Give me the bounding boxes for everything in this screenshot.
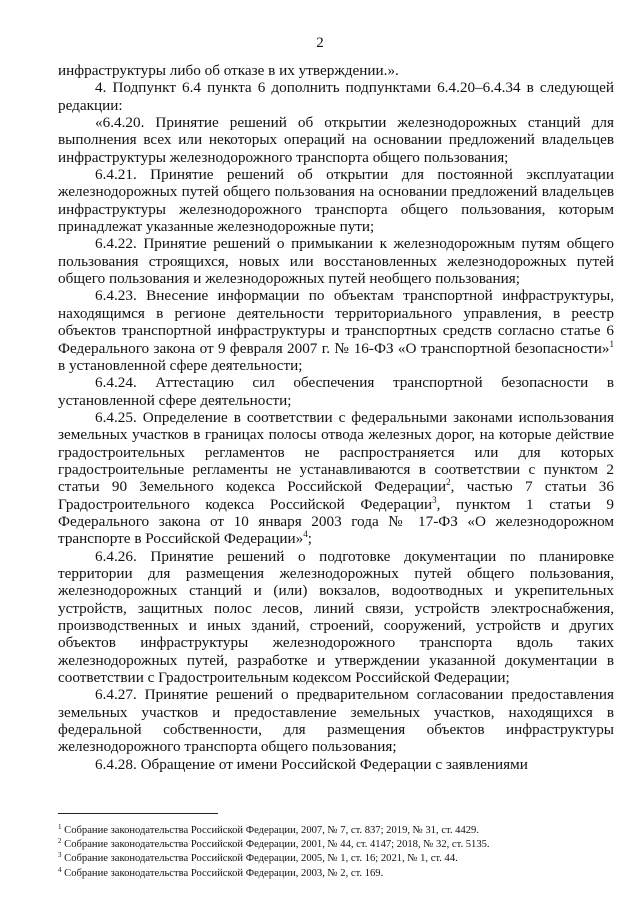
paragraph-text: , частью 7 статьи 36 Градостроительного кодекса Российской Федерации bbox=[58, 478, 614, 513]
footnote-ref: 3 bbox=[432, 494, 437, 505]
footnote-4 bbox=[58, 867, 614, 881]
paragraph-6-4-24: 6.4.24. Аттестацию сил обеспечения транспортной безопасности в установленной сфере деятельности; bbox=[58, 374, 614, 409]
footnote-text: Собрание законодательства Российской Федерации, 2007, № 7, ст. 837; 2019, № 31, ст. 4429. bbox=[61, 825, 479, 836]
paragraph-text: ; bbox=[307, 530, 312, 548]
footnote-number: 4 bbox=[58, 865, 62, 874]
footnote-ref: 4 bbox=[303, 529, 308, 540]
footnote-2 bbox=[58, 838, 614, 852]
paragraph-6-4-25 bbox=[58, 409, 614, 548]
footnote-text: Собрание законодательства Российской Федерации, 2003, № 2, ст. 169. bbox=[61, 867, 384, 879]
paragraph-continuation: инфраструктуры либо об отказе в их утверждении.». bbox=[58, 62, 399, 79]
paragraph-6-4-28: 6.4.28. Обращение от имени Российской Федерации с заявлениями bbox=[95, 755, 528, 773]
paragraph-6-4-26: 6.4.26. Принятие решений о подготовке документации по планировке территории для размещения железнодорожных путей общего пользования, железнодорожных станций и (или) вокзалов, водоотводных и укрепительных устройств, защитных полос лесов, линий связи, устройств электроснабжения, производственных и иных зданий, строений, сооружений, устройств и других объектов инфраструктуры железнодорожного транспорта вдоль таких железнодорожных путей, разработке и утверждении указанной документации в соответствии с Градостроительным кодексом Российской Федерации; bbox=[58, 547, 614, 687]
paragraph-6-4-22: 6.4.22. Принятие решений о примыкании к железнодорожным путям общего пользования строящихся, новых или восстановленных железнодорожных путей общего пользования и железнодорожных путей необщего пользования; bbox=[58, 235, 614, 288]
footnote-1 bbox=[58, 824, 614, 838]
paragraph-6-4-21: 6.4.21. Принятие решений об открытии для постоянной эксплуатации железнодорожных путей общего пользования на основании предложений владельцев инфраструктуры железнодорожного транспорта общего пользования, которым принадлежат указанные железнодорожные пути; bbox=[58, 166, 614, 236]
paragraph-text: 6.4.25. Определение в соответствии с федеральными законами использования земельных участков в границах полосы отвода железных дорог, на которые действие градостроительных регламентов не распространяется или для которых градостроительные регламенты не устанавливаются в соответствии с пунктом 2 статьи 90 Земельного кодекса Российской Федерации bbox=[58, 408, 614, 496]
page-number: 2 bbox=[316, 35, 324, 51]
footnote-number: 1 bbox=[58, 823, 62, 831]
paragraph-text: 6.4.23. Внесение информации по объектам транспортной инфраструктуры, находящимся в регионе деятельности территориального управления, в реестр объектов транспортной инфраструктуры и транспортных средств согласно статье 6 Федерального закона от 9 февраля 2007 г. № 16-ФЗ «О транспортной безопасности» bbox=[58, 287, 614, 357]
paragraph-text: в установленной сфере деятельности; bbox=[58, 356, 303, 374]
paragraph-6-4-20: «6.4.20. Принятие решений об открытии железнодорожных станций для выполнения всех или некоторых операций на основании предложений владельцев инфраструктуры железнодорожного транспорта общего пользования; bbox=[58, 114, 614, 166]
footnote-number: 2 bbox=[58, 837, 62, 846]
footnote-divider bbox=[58, 813, 218, 814]
footnote-text: Собрание законодательства Российской Федерации, 2001, № 44, ст. 4147; 2018, № 32, ст. 5135. bbox=[61, 839, 490, 851]
footnote-3 bbox=[58, 852, 614, 866]
document-body bbox=[58, 62, 614, 773]
paragraph-6-4-27: 6.4.27. Принятие решений о предварительном согласовании предоставления земельных участков и предоставление земельных участков, находящихся в федеральной собственности, для размещения объектов инфраструктуры железнодорожного транспорта общего пользования; bbox=[58, 686, 614, 756]
paragraph-6-4-23 bbox=[58, 287, 614, 374]
footnotes bbox=[58, 824, 614, 881]
footnote-ref: 2 bbox=[446, 477, 451, 488]
footnote-text: Собрание законодательства Российской Федерации, 2005, № 1, ст. 16; 2021, № 1, ст. 44. bbox=[61, 853, 458, 865]
footnote-ref: 1 bbox=[609, 338, 614, 349]
paragraph-item-4: 4. Подпункт 6.4 пункта 6 дополнить подпунктами 6.4.20–6.4.34 в следующей редакции: bbox=[58, 79, 614, 114]
footnote-number: 3 bbox=[58, 851, 62, 860]
paragraph-text: , пунктом 1 статьи 9 Федерального закона от 10 января 2003 года № 17-ФЗ «О железнодорожном транспорте в Российской Федерации» bbox=[58, 495, 614, 548]
